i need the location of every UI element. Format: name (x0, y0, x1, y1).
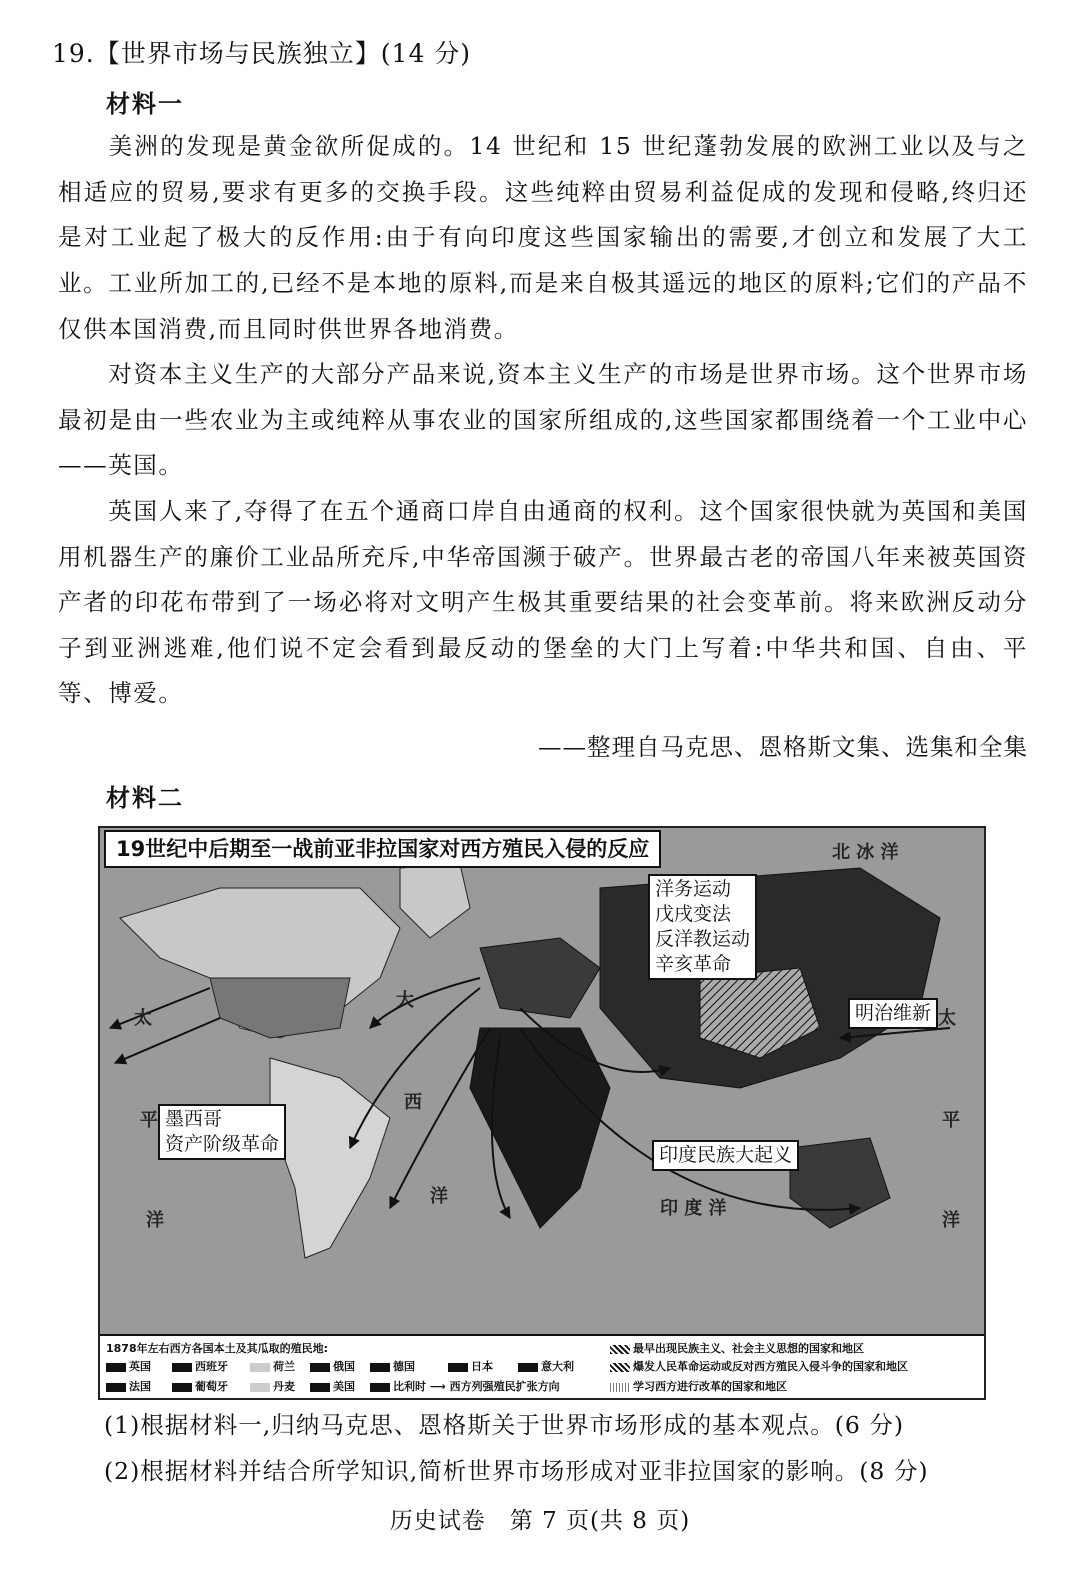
map-label-india: 印度民族大起义 (652, 1140, 799, 1171)
material-one-source: ——整理自马克思、恩格斯文集、选集和全集 (538, 733, 1028, 761)
ocean-label-pacific: 太 (134, 1008, 152, 1029)
question-header (52, 34, 471, 70)
sub-question-1: (1)根据材料一,归纳马克思、恩格斯关于世界市场形成的基本观点。(6 分) (104, 1411, 905, 1439)
legend-item: 美国 (310, 1378, 355, 1394)
map-background (100, 828, 984, 1336)
map-legend (100, 1334, 984, 1398)
colonial-map (98, 826, 986, 1400)
legend-item: 荷兰 (250, 1358, 295, 1374)
material-one-paragraph: 工业所加工的,已经不是本地的原料,而是来自极其遥远的地区的原料;它们的产品不仅供本国消费,而且同时供世界各地消费。 (58, 269, 1028, 343)
ocean-label-pacific: 洋 (942, 1210, 960, 1231)
legend-item: 比利时 (370, 1378, 426, 1394)
legend-dots: 学习西方进行改革的国家和地区 (610, 1378, 787, 1394)
ocean-label-atlantic: 大 (396, 990, 414, 1011)
legend-item: 法国 (106, 1378, 151, 1394)
ocean-label-arctic: 北 冰 洋 (832, 842, 899, 863)
question-number: 19. (52, 39, 95, 68)
legend-heading: 1878年左右西方各国本土及其瓜取的殖民地: (106, 1342, 329, 1355)
map-title: 19世纪中后期至一战前亚非拉国家对西方殖民入侵的反应 (104, 830, 661, 868)
ocean-label-indian: 印 度 洋 (660, 1198, 727, 1219)
legend-item: 德国 (370, 1358, 415, 1374)
legend-item: 英国 (106, 1358, 151, 1374)
sub-question-2: (2)根据材料并结合所学知识,简析世界市场形成对亚非拉国家的影响。(8 分) (104, 1457, 929, 1485)
ocean-label-pacific: 洋 (146, 1210, 164, 1231)
ocean-label-atlantic: 洋 (430, 1186, 448, 1207)
material-one-paragraph: 对资本主义生产的大部分产品来说,资本主义生产的市场是世界市场。这个世界市场最初是由一些农业为主或纯粹从事农业的国家所组成的,这些国家都围绕着一个工业中心——英国。 (58, 360, 1028, 479)
legend-item: 丹麦 (250, 1378, 295, 1394)
legend-item: 葡萄牙 (172, 1378, 228, 1394)
material-one-paragraph: 美洲的发现是黄金欲所促成的。14 世纪和 15 世纪蓬勃发展的欧洲工业以及与之相适应的贸易,要求有更多的交换手段。这些纯粹由贸易利益促成的发现和侵略,终归还是对工业起了极大的反作用:由于有向印度这些国家输出的需要,才创立和发展了大工业。 (58, 132, 1028, 297)
material-one-paragraph: 英国人来了,夺得了在五个通商口岸自由通商的权利。这个国家很快就为英国和美国用机器生产的廉价工业品所充斥,中华帝国濒于破产。世界最古老的帝国八年来被英国资产者的印花布带到了一场必将对文明产生极其重要结果的社会变革前。将来欧洲反动分子到亚洲逃难,他们说不定会看到最反动的堡垒的大门上写着:中华共和国、自由、平等、博爱。 (58, 497, 1028, 707)
question-score: (14 分) (380, 39, 472, 68)
legend-item: 西班牙 (172, 1358, 228, 1374)
question-title: 【世界市场与民族独立】 (94, 39, 381, 68)
material-two-heading: 材料二 (106, 783, 184, 812)
legend-hatch-2: 爆发人民革命运动或反对西方殖民入侵斗争的国家和地区 (610, 1358, 908, 1374)
map-label-china: 洋务运动 戊戌变法 反洋教运动 辛亥革命 (648, 874, 757, 980)
arrow-right-icon: ⟶ (430, 1380, 446, 1393)
ocean-label-pacific: 平 (942, 1110, 960, 1131)
legend-item: 日本 (448, 1358, 493, 1374)
map-label-mexico: 墨西哥 资产阶级革命 (158, 1104, 286, 1160)
ocean-label-pacific: 平 (140, 1110, 158, 1131)
legend-hatch-1: 最早出现民族主义、社会主义思想的国家和地区 (610, 1340, 864, 1356)
map-label-japan: 明治维新 (848, 998, 938, 1029)
legend-arrow: ⟶ 西方列强殖民扩张方向 (430, 1380, 560, 1393)
material-one-heading: 材料一 (106, 89, 184, 118)
legend-item: 意大利 (518, 1358, 574, 1374)
page-footer: 历史试卷 第 7 页(共 8 页) (389, 1508, 691, 1534)
ocean-label-pacific: 太 (938, 1008, 956, 1029)
ocean-label-atlantic: 西 (404, 1092, 422, 1113)
legend-item: 俄国 (310, 1358, 355, 1374)
